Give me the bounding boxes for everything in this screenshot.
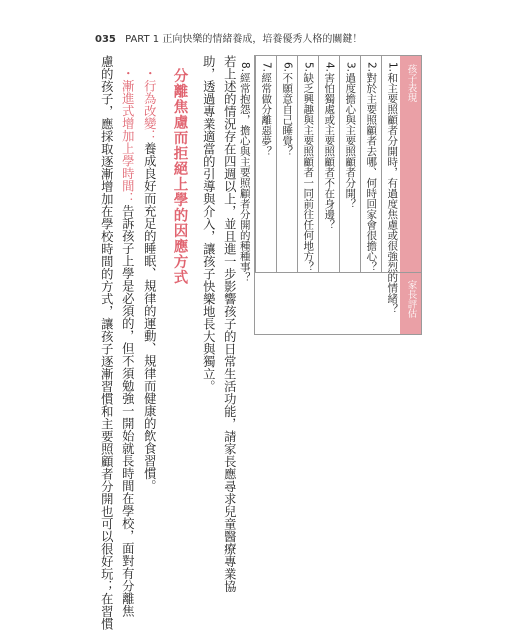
paragraph-line: 助，透過專業適當的引導與介入，讓孩子快樂地長大與獨立。 — [201, 55, 216, 393]
symptom-checklist-table — [238, 55, 422, 335]
section-heading: 分離焦慮而拒絕上學的因應方式 — [171, 68, 188, 285]
table-header-question: 孩子表現 — [400, 56, 421, 272]
page-header — [95, 30, 362, 45]
table-row: 4.害怕獨處或主要照顧者不在身邊？ — [318, 56, 339, 272]
list-item: ・漸進式增加上學時間：告訴孩子上學是必須的，但不須勉強一開始就長時間在學校，面對有分離焦 — [120, 67, 135, 617]
chapter-title: 正向快樂的情緒養成，培養優秀人格的關鍵！ — [162, 34, 363, 45]
table-row: 8.經常抱怨，擔心與主要照顧者分開的種種事？ — [238, 62, 251, 283]
table-row: 3.過度擔心與主要照顧者分開？ — [339, 56, 360, 272]
paragraph-line: 慮的孩子，應採取逐漸增加在學校時間的方式，讓孩子逐漸習慣和主要照顧者分開也可以很好玩；在習慣 — [99, 55, 114, 630]
table-row: 2.對於主要照顧者去哪、何時回家會很擔心？ — [360, 56, 381, 272]
table-header-answer: 家長評估 — [400, 272, 421, 334]
table-row: 7.經常做分離惡夢？ — [255, 56, 276, 272]
list-item: ・行為改變：養成良好而充足的睡眠、規律的運動、規律而健康的飲食習慣。 — [142, 67, 157, 492]
paragraph-line: 若上述的情況存在四週以上，並且進一步影響孩子的日常生活功能，請家長應尋求兒童醫療專業協 — [222, 55, 237, 593]
table-row: 5.缺乏興趣與主要照顧者一同前往任何地方？ — [297, 56, 318, 272]
part-label: PART 1 — [125, 34, 160, 45]
page-number: 035 — [95, 34, 116, 45]
table-row: 6.不願意自己睡覺？ — [276, 56, 297, 272]
table-row: 1.和主要照顧者分開時，有過度焦慮或很強烈的情緒？ — [381, 56, 402, 272]
